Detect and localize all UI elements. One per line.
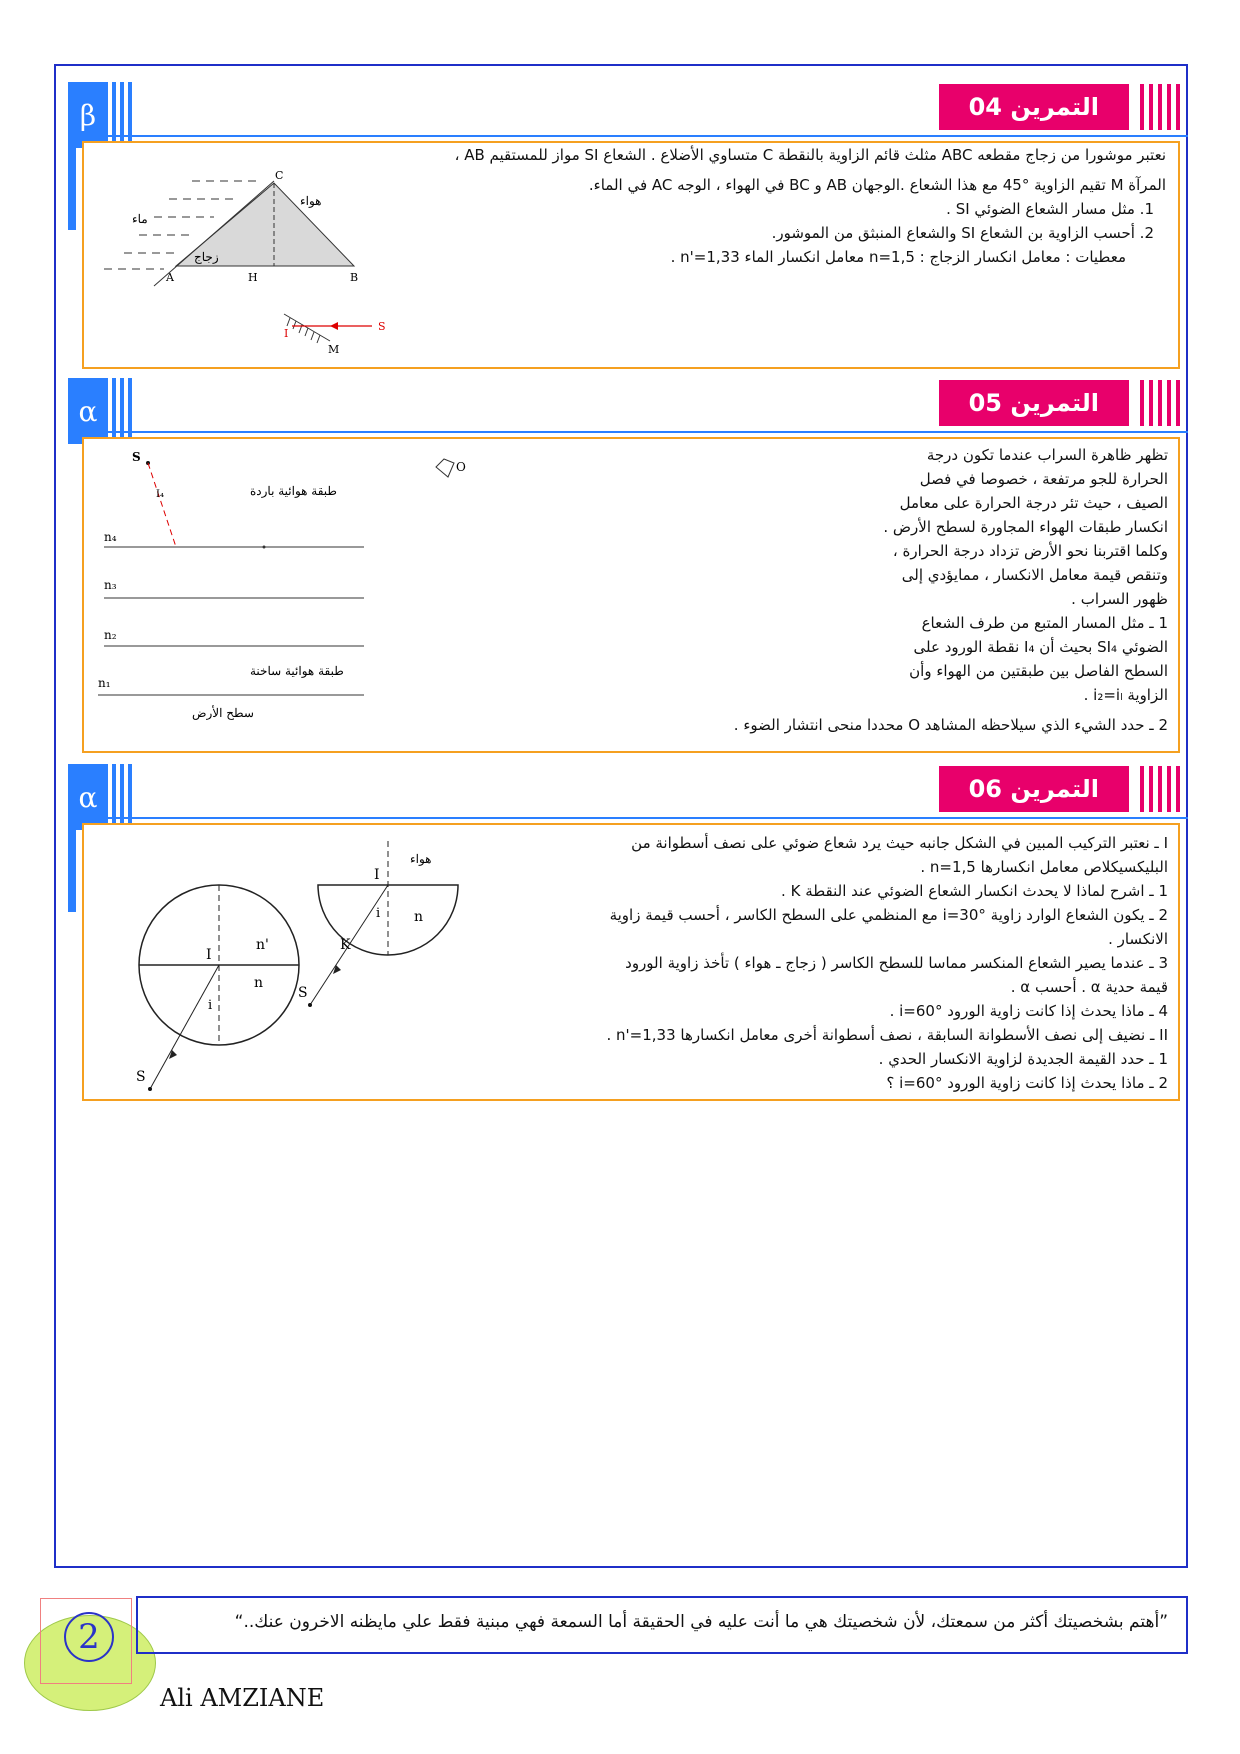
- ex05-q2: 2 ـ حدد الشيء الذي سيلاحظه المشاهد O محددا منحى انتشار الضوء .: [733, 716, 1168, 734]
- ex05-q1d: الزاوية i₂=iₗ .: [1083, 686, 1168, 704]
- ex06-line7: قيمة حدية α . أحسب α .: [1010, 978, 1168, 996]
- prism-label-water: ماء: [132, 212, 148, 226]
- mirage-figure: [84, 439, 484, 739]
- ex04-given: معطيات : معامل انكسار الزجاج : n=1,5 معامل انكسار الماء n'=1,33 .: [670, 248, 1126, 266]
- mirage-label-i4: I₄: [156, 489, 164, 500]
- mirage-label-s: S: [132, 450, 141, 464]
- mirage-label-n2: n₂: [104, 628, 117, 642]
- ex05-divider: [76, 431, 1188, 433]
- ex04-greek-label: β: [68, 82, 108, 148]
- ex05-q1a: 1 ـ مثل المسار المتبع من طرف الشعاع: [921, 614, 1168, 632]
- ex06-title: [939, 766, 1180, 812]
- ex04-divider: [76, 135, 1188, 137]
- ex04-intro1: نعتبر موشورا من زجاج مقطعه ABC مثلث قائم الزاوية بالنقطة C متساوي الأضلاع . الشعاع SI مواز للمستقيم AB ،: [454, 146, 1166, 164]
- prism-label-h: H: [248, 271, 258, 284]
- ex06-line6: 3 ـ عندما يصير الشعاع المنكسر مماسا للسطح الكاسر ( زجاج ـ هواء ) تأخذ زاوية الورود: [625, 954, 1168, 972]
- ex06-side-tag: [68, 764, 132, 830]
- prism-label-c: C: [275, 169, 284, 182]
- ex04-q1: 1. مثل مسار الشعاع الضوئي SI .: [946, 200, 1154, 218]
- full-label-n-prime: n': [256, 937, 269, 953]
- half-label-i-angle: i: [376, 906, 381, 921]
- ex05-box: [82, 437, 1180, 753]
- prism-figure: [84, 143, 414, 369]
- ex06-line5: الانكسار .: [1108, 930, 1168, 948]
- ex05-p4: انكسار طبقات الهواء المجاورة لسطح الأرض .: [883, 518, 1168, 536]
- ex06-line4: 2 ـ يكون الشعاع الوارد زاوية i=30° مع المنظمي على السطح الكاسر ، أحسب قيمة زاوية: [609, 906, 1168, 924]
- ex05-p2: الحرارة للجو مرتفعة ، خصوصا في فصل: [919, 470, 1168, 488]
- quote-box: [136, 1596, 1188, 1654]
- ex05-title: [939, 380, 1180, 426]
- mirage-label-n4: n₄: [104, 530, 117, 544]
- half-label-air: هواء: [410, 852, 432, 866]
- ex04-side-tag: [68, 82, 132, 148]
- ex06-greek-label: α: [68, 764, 108, 830]
- ex05-p7: ظهور السراب .: [1071, 590, 1168, 608]
- ex04-q2: 2. أحسب الزاوية بن الشعاع SI والشعاع المنبثق من الموشور.: [771, 224, 1154, 242]
- page-number: 2: [64, 1612, 114, 1662]
- half-label-i-point: I: [374, 867, 380, 883]
- mirage-label-ground: سطح الأرض: [192, 706, 254, 720]
- prism-label-air: هواء: [300, 194, 322, 208]
- ray-si4: [148, 463, 176, 547]
- cylinder-figures: [84, 825, 524, 1101]
- ex06-box: [82, 823, 1180, 1101]
- prism-label-glass: زجاج: [194, 250, 219, 264]
- ex05-p1: تظهر ظاهرة السراب عندما تكون درجة: [926, 446, 1168, 464]
- ex05-p5: وكلما اقتربنا نحو الأرض تزداد درجة الحرارة ،: [892, 542, 1168, 560]
- ex04-side-bar: [68, 148, 76, 230]
- observer-eye-icon: [436, 459, 454, 477]
- ex05-side-tag: [68, 378, 132, 444]
- half-label-k: K: [340, 937, 351, 953]
- ex04-box: [82, 141, 1180, 369]
- ex06-line3: 1 ـ اشرح لماذا لا يحدث انكسار الشعاع الضوئي عند النقطة K .: [781, 882, 1168, 900]
- prism-label-b: B: [350, 271, 359, 284]
- ex06-title-label: التمرين 06: [939, 766, 1129, 812]
- ex06-text: [538, 831, 1168, 1095]
- ray-label-i: I: [284, 327, 289, 340]
- mirage-label-n1: n₁: [98, 676, 111, 690]
- ex04-title: [939, 84, 1180, 130]
- mirage-label-o: O: [456, 460, 466, 474]
- ray-label-s: S: [378, 320, 386, 333]
- ex05-p6: وتنقص قيمة معامل الانكسار ، ممايؤدي إلى: [901, 566, 1168, 584]
- full-label-i-angle: i: [208, 998, 213, 1013]
- ex06-side-bar: [68, 830, 76, 912]
- ex05-q1c: السطح الفاصل بين طبقتين من الهواء وأن: [909, 662, 1168, 680]
- half-label-s: S: [298, 985, 308, 1001]
- ex05-p3: الصيف ، حيث تئر درجة الحرارة على معامل: [899, 494, 1168, 512]
- ex06-line11: 2 ـ ماذا يحدث إذا كانت زاوية الورود i=60° ؟: [886, 1074, 1168, 1092]
- mirror-label-m: M: [328, 343, 340, 356]
- ex06-line10: 1 ـ حدد القيمة الجديدة لزاوية الانكسار الحدي .: [878, 1050, 1168, 1068]
- ex06-line9: II ـ نضيف إلى نصف الأسطوانة السابقة ، نصف أسطوانة أخرى معامل انكسارها n'=1,33 .: [606, 1026, 1168, 1044]
- ex04-intro2: المرآة M تقيم الزاوية °45 مع هذا الشعاع .الوجهان AB و BC في الهواء ، الوجه AC في الماء.: [588, 176, 1166, 194]
- ex06-line2: البليكسيكلاص معامل انكسارها n=1,5 .: [920, 858, 1168, 876]
- ex04-title-label: التمرين 04: [939, 84, 1129, 130]
- half-label-n: n: [414, 909, 424, 925]
- ex06-line1: I ـ نعتبر التركيب المبين في الشكل جانبه حيث يرد شعاع ضوئي على نصف أسطوانة من: [631, 834, 1168, 852]
- ex05-q1b: الضوئي SI₄ بحيث أن I₄ نقطة الورود على: [913, 638, 1168, 656]
- ex04-text: [406, 143, 1166, 269]
- prism-label-a: A: [166, 271, 174, 284]
- ex05-text: [468, 443, 1168, 737]
- mirage-label-hot-layer: طبقة هوائية ساخنة: [250, 664, 344, 678]
- footer-quote: ”أهتم بشخصيتك أكثر من سمعتك، لأن شخصيتك هي ما أنت عليه في الحقيقة أما السمعة فهي مبنية فقط علي مايظنه الاخرون عنك..“: [234, 1612, 1168, 1632]
- full-label-i-point: I: [206, 947, 212, 963]
- ex06-divider: [76, 817, 1188, 819]
- author-name: Ali AMZIANE: [160, 1684, 325, 1712]
- mirage-label-cold-layer: طبقة هوائية باردة: [250, 484, 337, 498]
- full-label-s: S: [136, 1069, 146, 1085]
- ex05-greek-label: α: [68, 378, 108, 444]
- mirage-label-n3: n₃: [104, 578, 117, 592]
- ex06-line8: 4 ـ ماذا يحدث إذا كانت زاوية الورود i=60° .: [889, 1002, 1168, 1020]
- full-label-n: n: [254, 975, 264, 991]
- ex05-title-label: التمرين 05: [939, 380, 1129, 426]
